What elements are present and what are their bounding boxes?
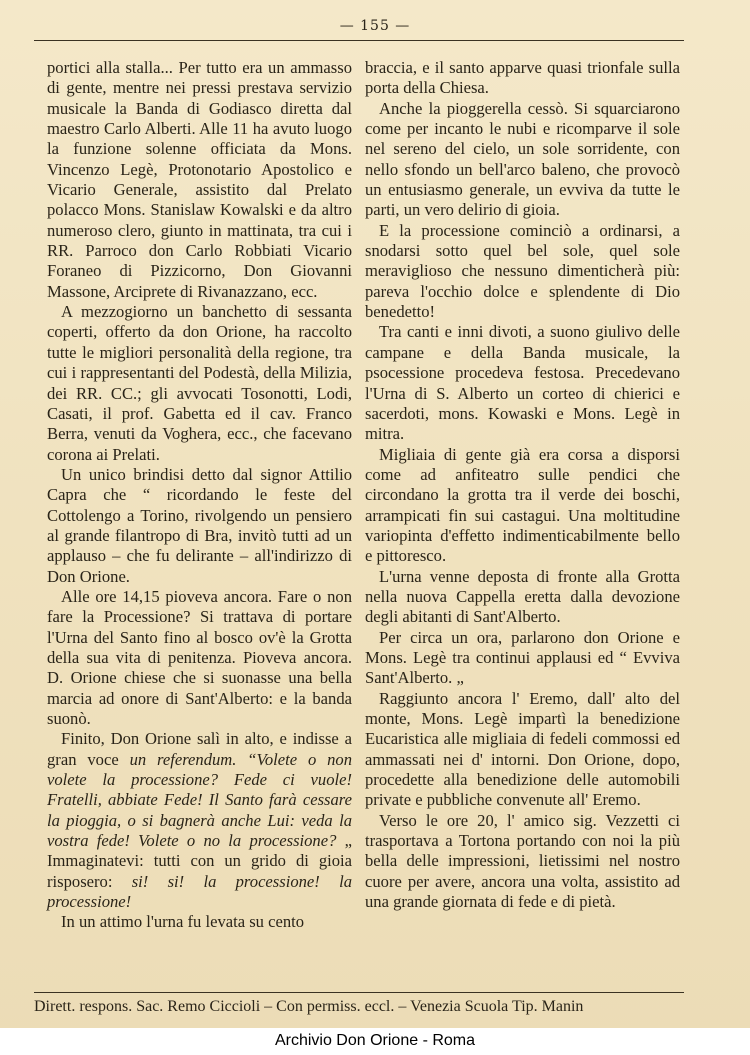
left-paragraph-5-reply: si! si! la processione! la processione!	[47, 871, 352, 912]
right-paragraph-6: L'urna venne deposta di fronte alla Grotta nella nuova Cappella eretta dalla devozione degli abitanti di Sant'Alberto.	[365, 566, 680, 627]
right-column	[365, 58, 680, 912]
left-column	[47, 58, 352, 933]
top-rule	[34, 40, 684, 41]
right-paragraph-8: Raggiunto ancora l' Eremo, dall' alto del monte, Mons. Legè impartì la benedizione Eucaristica alle migliaia di fedeli commossi ed ammassati nei d' intorni. Don Orione, dopo, procedette alla benedizione delle automobili private e pubbliche convenute all' Eremo.	[365, 688, 680, 810]
left-paragraph-3: Un unico brindisi detto dal signor Attilio Capra che “ ricordando le feste del Cottolengo a Torino, rivolgendo un pensiero al grande filantropo di Bra, invitò tutti ad un applauso – che fu delirante – all'indirizzo di Don Orione.	[47, 464, 352, 586]
right-paragraph-9: Verso le ore 20, l' amico sig. Vezzetti ci trasportava a Tortona portando con noi la più bella delle impressioni, lietissimi nel nostro cuore per avere, ancora una volta, assistito ad una grande giornata di fede e di pietà.	[365, 810, 680, 912]
left-paragraph-2: A mezzogiorno un banchetto di sessanta coperti, offerto da don Orione, ha raccolto tutte le migliori personalità della regione, tra cui i rappresentanti del Podestà, della Milizia, dei RR. CC.; gli avvocati Tosonotti, Lodi, Casati, il prof. Gabetta ed il cav. Franco Berra, venuti da Voghera, ecc., che facevano corona ai Prelati.	[47, 302, 352, 464]
archive-label: Archivio Don Orione - Roma	[274, 1032, 476, 1049]
left-paragraph-6: In un attimo l'urna fu levata su cento	[61, 912, 305, 932]
bottom-rule	[34, 992, 684, 993]
left-paragraph-4: Alle ore 14,15 pioveva ancora. Fare o non fare la Processione? Si trattava di portare l'Urna del Santo fino al bosco ov'è la Grotta della sua vita di penitenza. Pioveva ancora. D. Orione chiese che si suonasse una bella marcia ad onore di Sant'Alberto: e la banda suonò.	[47, 586, 352, 728]
left-paragraph-5	[47, 729, 352, 912]
left-paragraph-5-text: Finito, Don Orione salì in alto, e indisse a gran voce	[47, 729, 352, 769]
left-paragraph-5-after: „ Immaginatevi: tutti con un grido di gioia risposero:	[47, 831, 352, 891]
right-paragraph-4: Tra canti e inni divoti, a suono giulivo delle campane e della Banda musicale, la psocessione procedeva festosa. Precedevano l'Urna di S. Alberto un corteo di chierici e sacerdoti, mons. Kowaski e Mons. Legè in mitra.	[365, 322, 680, 444]
left-paragraph-5-quote: un referendum. “Volete o non volete la processione? Fede ci vuole! Fratelli, abbiate Fede! Il Santo farà cessare la pioggia, o si bagnerà anche Lui: veda la vostra fede! Volete o no la processione?	[47, 749, 353, 851]
right-paragraph-7: Per circa un ora, parlarono don Orione e Mons. Legè tra continui applausi ed “ Evviva Sant'Alberto. „	[365, 627, 680, 688]
page-number: — 155 —	[339, 18, 411, 34]
left-paragraph-1: portici alla stalla... Per tutto era un ammasso di gente, mentre nei pressi prestava servizio musicale la Banda di Godiasco diretta dal maestro Carlo Alberti. Alle 11 ha avuto luogo la funzione solenne officiata da Mons. Vincenzo Legè, Protonotario Apostolico e Vicario Generale, assistito dal Prelato polacco Mons. Stanislaw Kowalski e da altro numeroso clero, giunto in mattinata, tra cui i RR. Parroco don Carlo Robbiati Vicario Foraneo di Pizzicorno, Don Giovanni Massone, Arciprete di Rivanazzano, ecc.	[47, 58, 352, 301]
imprint-footer: Dirett. respons. Sac. Remo Ciccioli – Con permiss. eccl. – Venezia Scuola Tip. Manin	[34, 998, 584, 1015]
right-paragraph-5: Migliaia di gente già era corsa a disporsi come ad anfiteatro sulle pendici che circondano la grotta tra il verde dei boschi, arrampicati fin sui castagui. Una moltitudine variopinta d'effetto indimenticabilmente bello e pittoresco.	[365, 444, 680, 566]
right-paragraph-1: braccia, e il santo apparve quasi trionfale sulla porta della Chiesa.	[365, 58, 680, 98]
right-paragraph-3: E la processione cominciò a ordinarsi, a snodarsi sotto quel bel sole, quel sole meraviglioso che nessuno dimenticherà più: pareva l'occhio dolce e splendente di Dio benedetto!	[365, 220, 680, 322]
right-paragraph-2: Anche la pioggerella cessò. Si squarciarono come per incanto le nubi e ricomparve il sole nel sereno del cielo, un sole sorridente, con nello sfondo un bell'arco baleno, che provocò un entusiasmo generale, un evviva da tutte le parti, un vero delirio di gioia.	[365, 98, 680, 220]
